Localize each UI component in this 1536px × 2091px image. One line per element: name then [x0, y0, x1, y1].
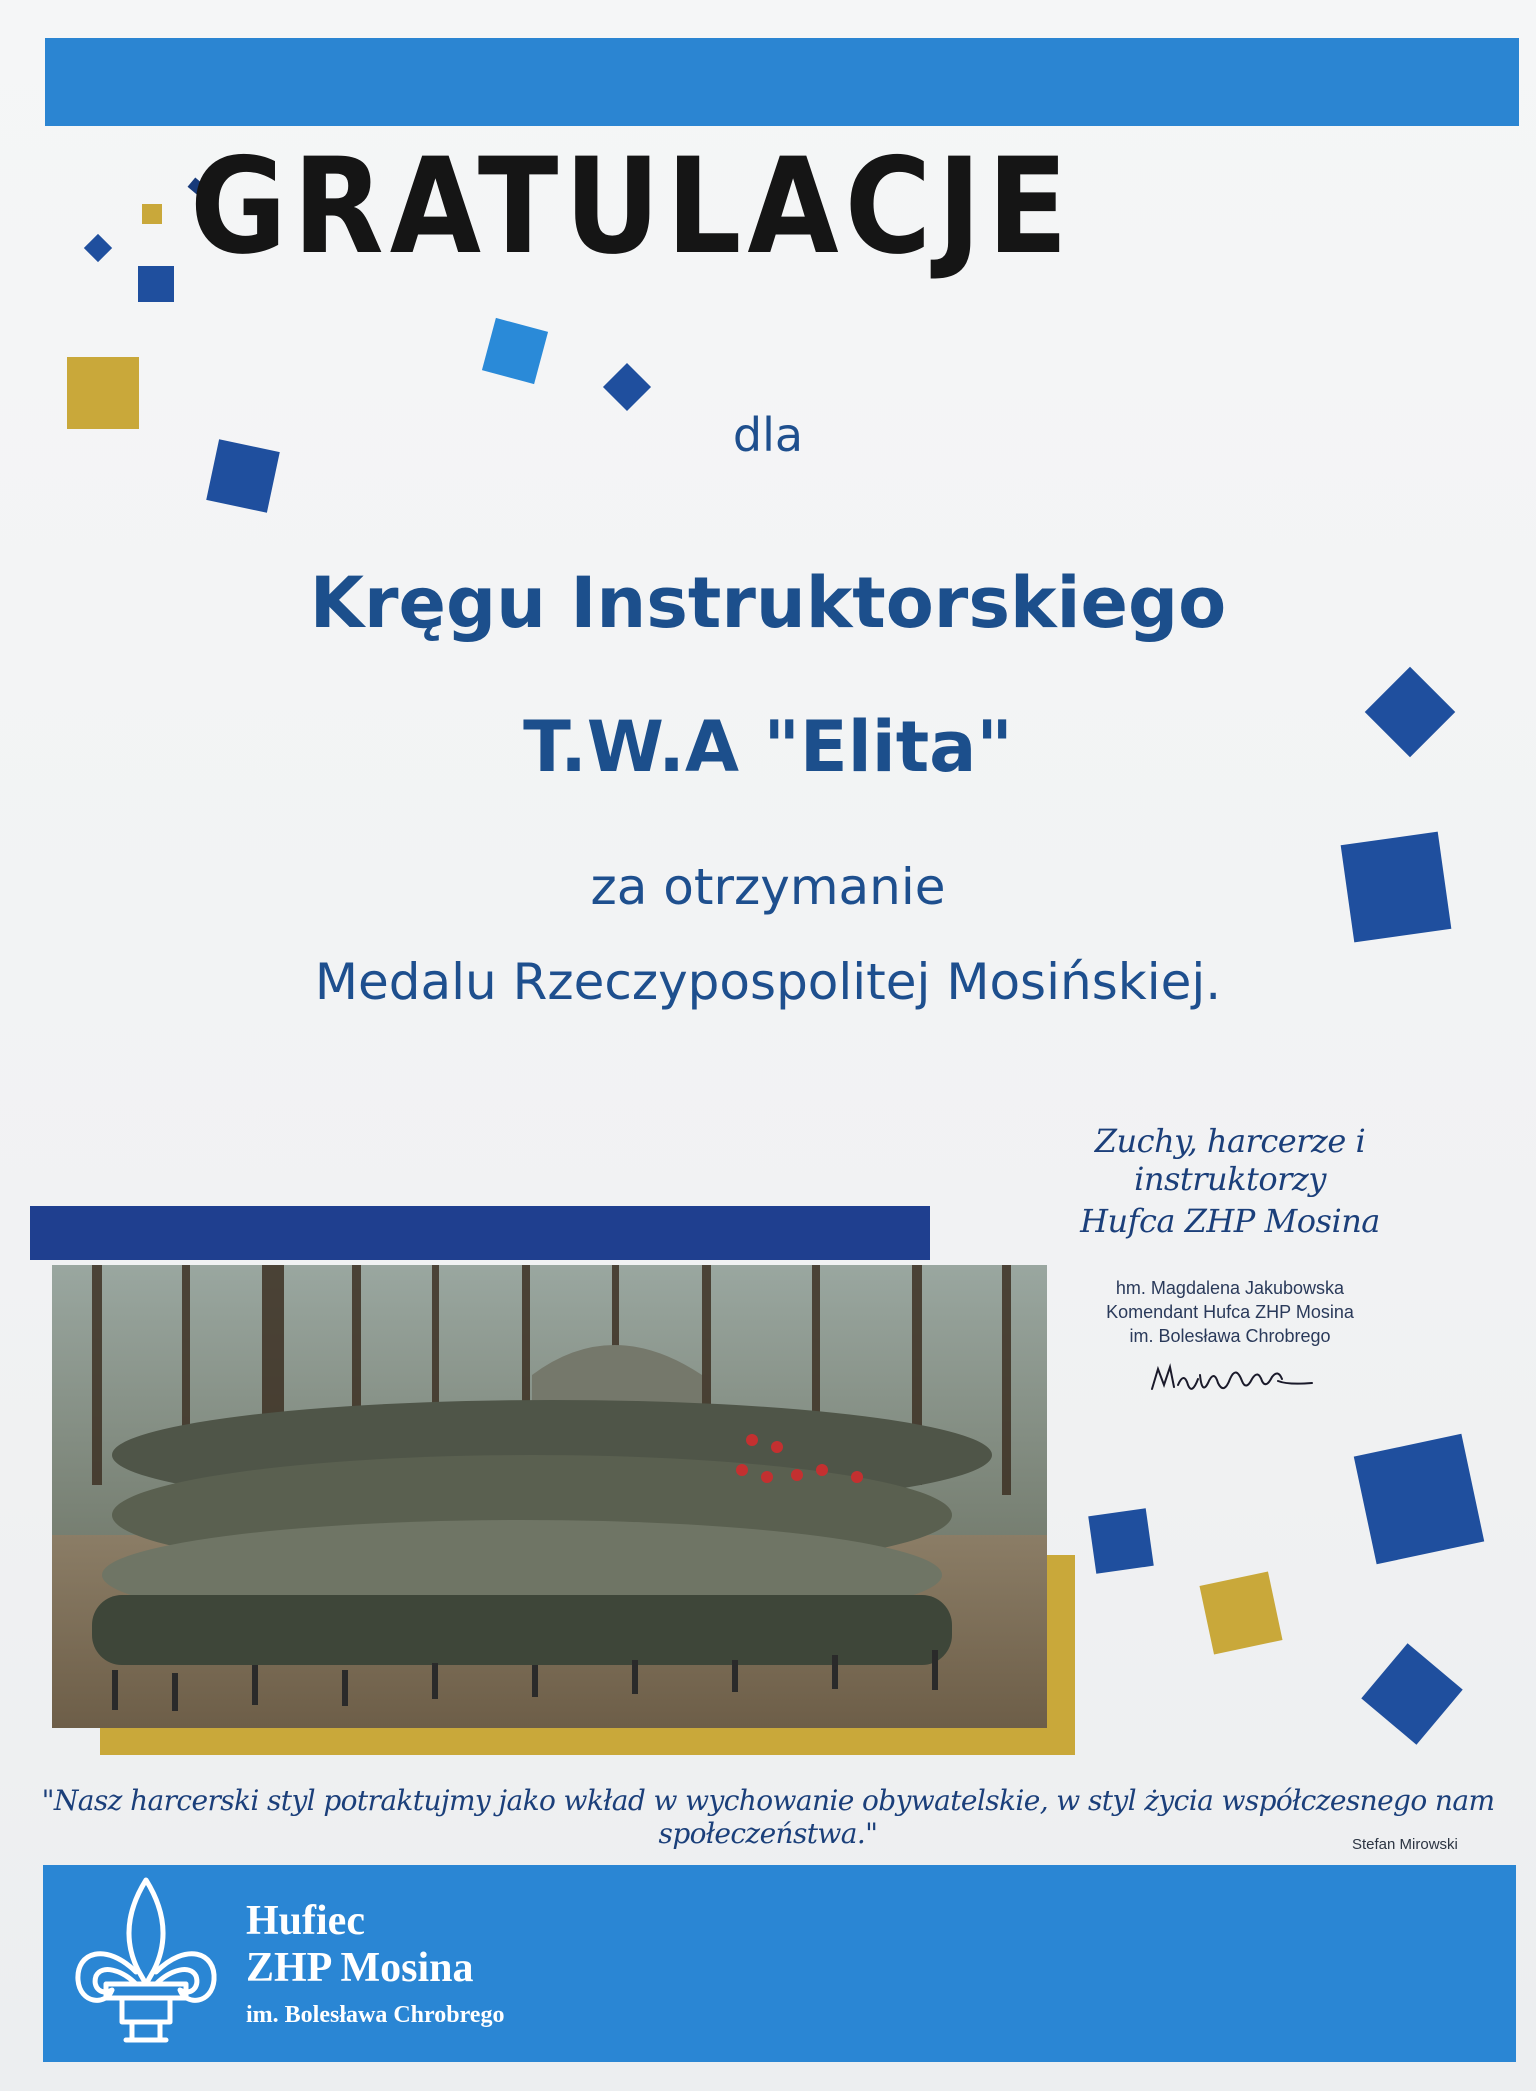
org-name-line-1: Hufiec [246, 1898, 365, 1944]
signer-name: hm. Magdalena Jakubowska [1115, 1278, 1345, 1298]
signer-organization: im. Bolesława Chrobrego [1129, 1326, 1331, 1346]
handwritten-signature [1148, 1355, 1318, 1405]
decor-square [1199, 1571, 1282, 1654]
recipient-line-2: T.W.A "Elita" [523, 706, 1013, 788]
org-name-line-3: im. Bolesława Chrobrego [246, 2002, 505, 2028]
recipient-line-1: Kręgu Instruktorskiego [309, 562, 1227, 644]
reason-line-2: Medalu Rzeczypospolitej Mosińskiej. [314, 953, 1222, 1011]
top-banner [45, 38, 1519, 126]
photo-frame-accent-top [30, 1206, 930, 1260]
decor-square [138, 266, 174, 302]
quote-author: Stefan Mirowski [1352, 1836, 1458, 1853]
reason-line-1: za otrzymanie [590, 858, 946, 916]
from-line-2: Hufca ZHP Mosina [1080, 1202, 1380, 1240]
from-line-1: Zuchy, harcerze i instruktorzy [1094, 1122, 1366, 1198]
org-name-line-2: ZHP Mosina [246, 1945, 474, 1991]
decor-square [142, 204, 162, 224]
fleur-de-lis-icon [66, 1872, 226, 2052]
group-photo [52, 1265, 1047, 1728]
for-label: dla [732, 408, 804, 462]
scout-quote: "Nasz harcerski styl potraktujmy jako wkład w wychowanie obywatelskie, w styl życia współczesnego nam społeczeństwa." [41, 1784, 1495, 1850]
decor-square [1354, 1434, 1484, 1564]
decor-square [1088, 1508, 1154, 1574]
certificate-title: GRATULACJE [190, 128, 1074, 284]
signer-role: Komendant Hufca ZHP Mosina [1106, 1302, 1354, 1322]
